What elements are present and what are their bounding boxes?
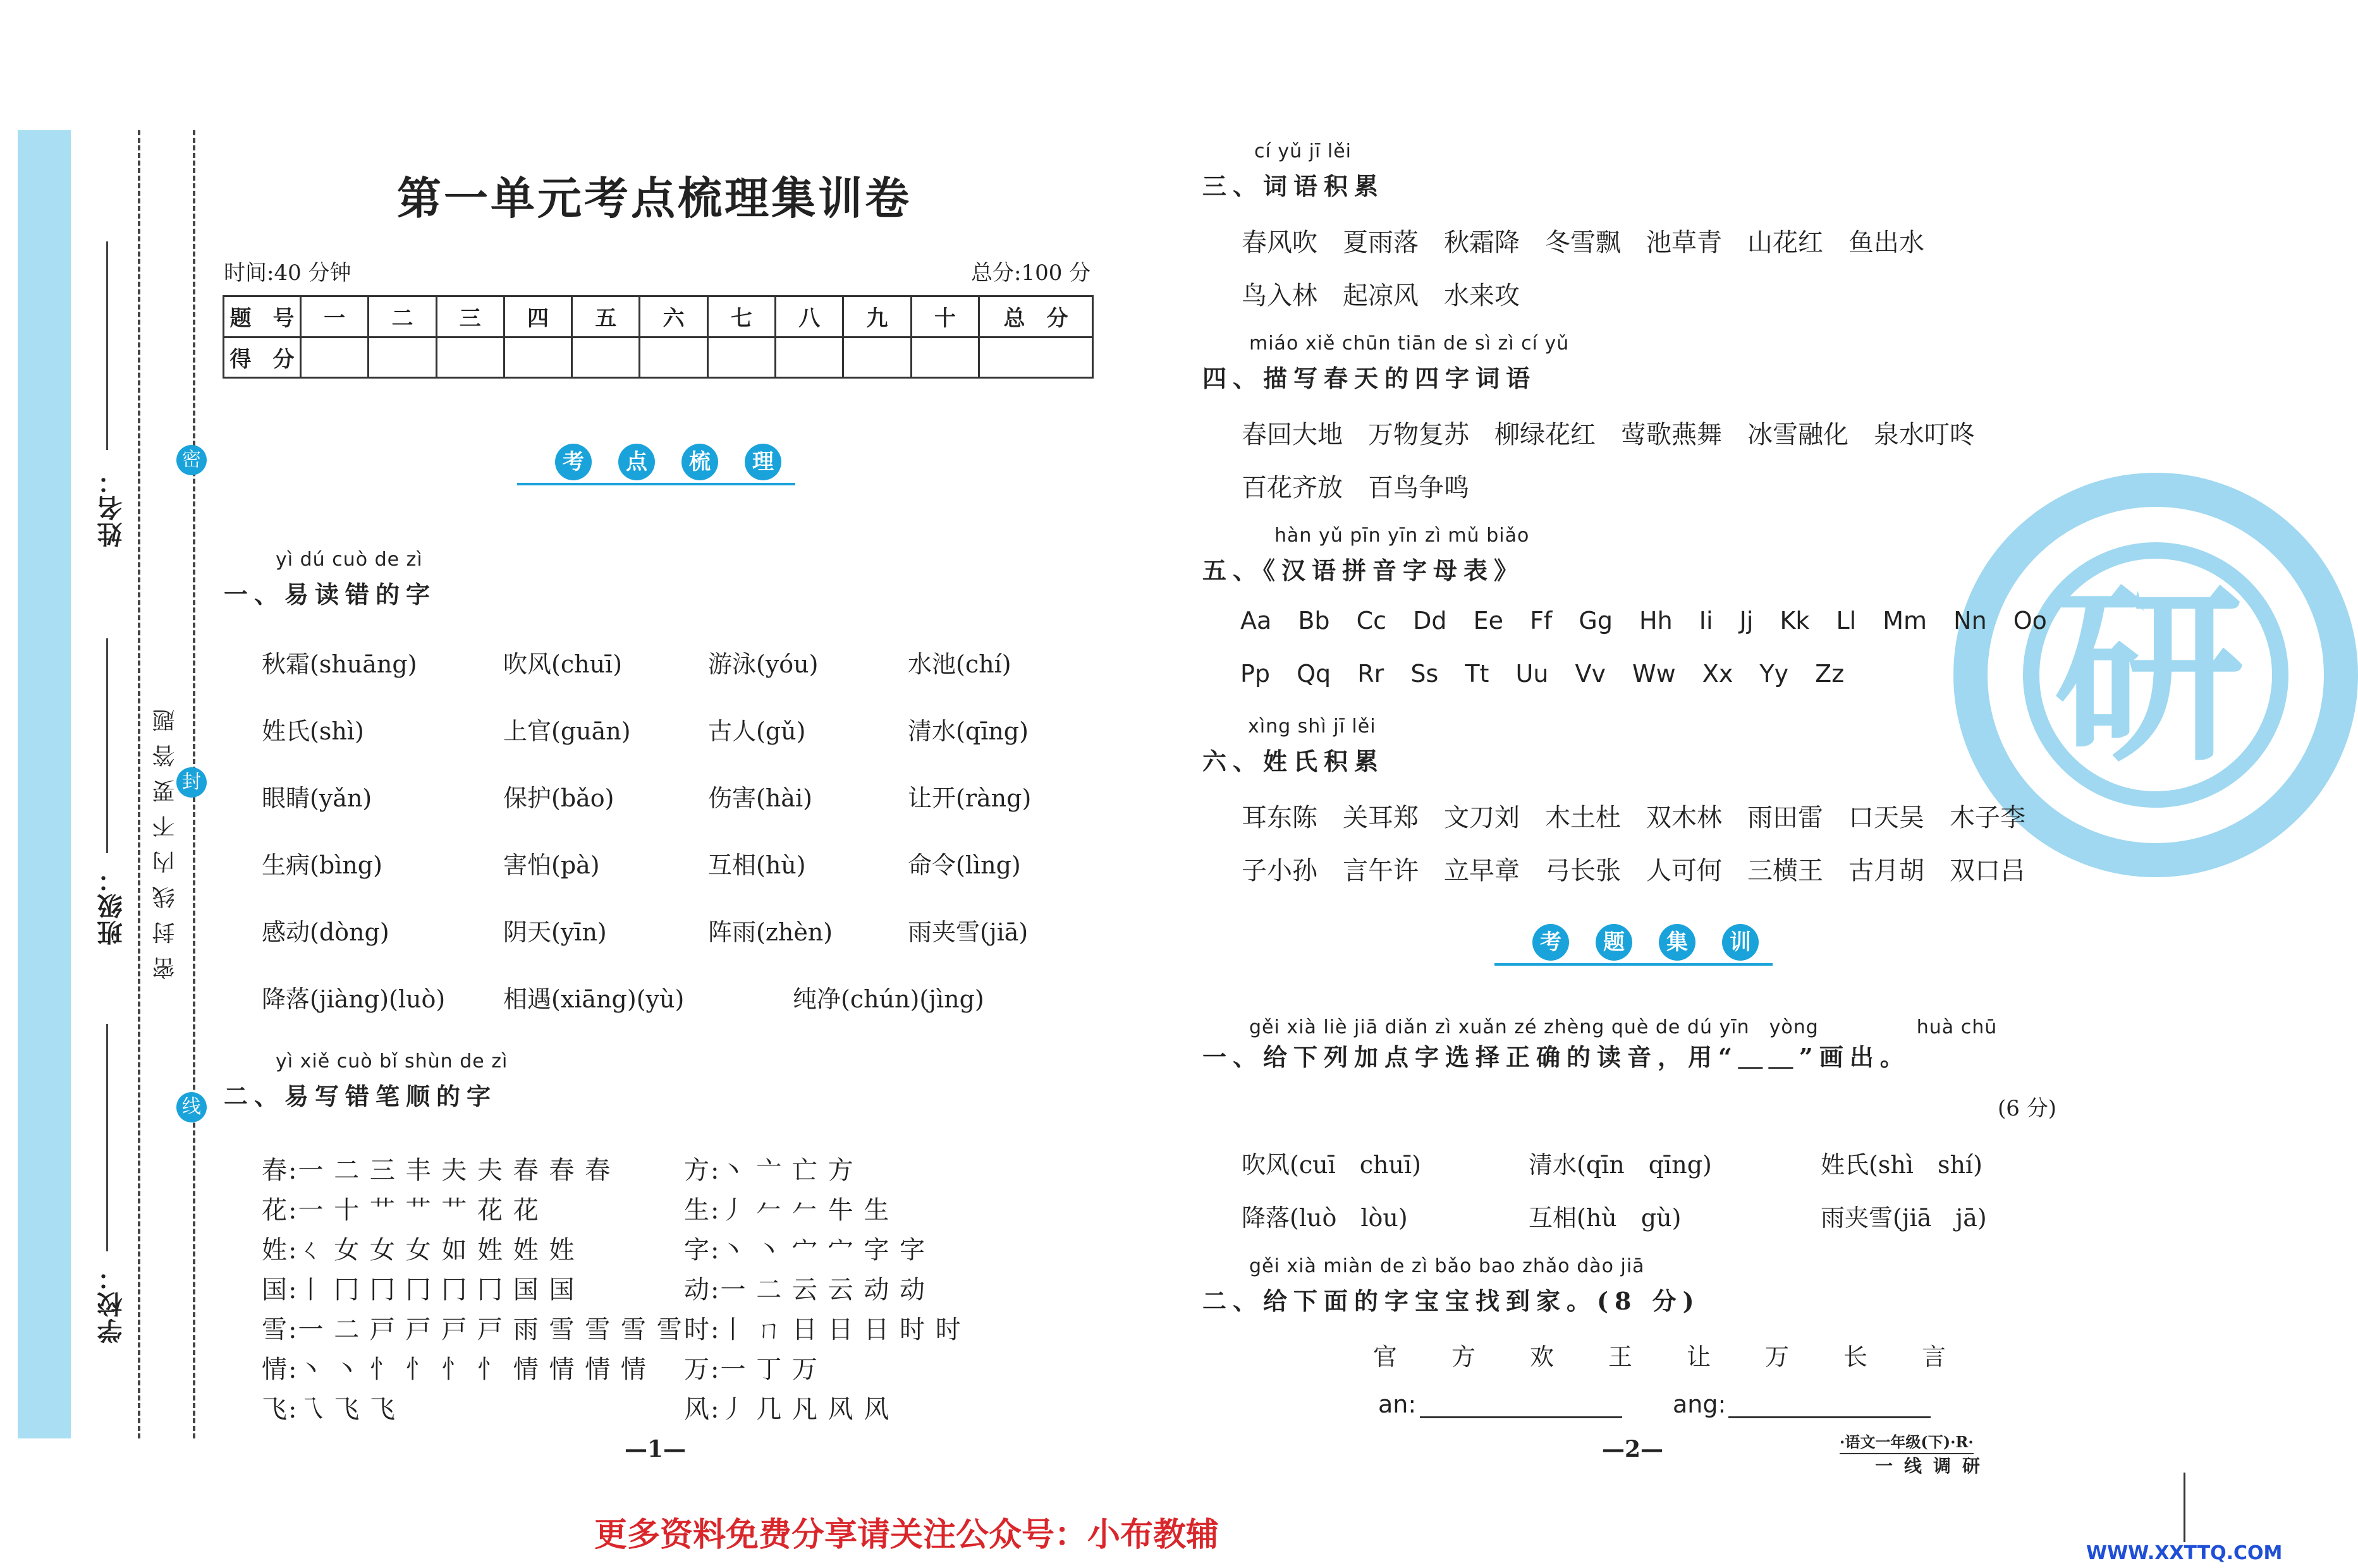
word-item: 吹风(chuī)	[503, 650, 623, 678]
q2-pinyin: gěi xià miàn de zì bǎo bao zhǎo dào jiā	[1249, 1255, 1645, 1277]
stroke-order-item: 雪:一 二 戸 戸 戸 戸 雨 雪 雪 雪 雪	[262, 1315, 683, 1344]
q1-pinyin: gěi xià liè jiā diǎn zì xuǎn zé zhèng què de dú yīn yòng huà chū	[1249, 1016, 1998, 1038]
score-col: 十	[911, 296, 979, 337]
stroke-order-item: 国:丨 冂 冂 冂 冂 冂 国 国	[262, 1275, 576, 1304]
choice-item[interactable]: 姓氏(shì shí)	[1821, 1151, 1982, 1179]
stroke-order-item: 万:一 丁 万	[684, 1355, 819, 1384]
score-col: 八	[776, 296, 843, 337]
score-cell[interactable]	[911, 337, 979, 378]
stroke-order-item: 飞:乁 飞 飞	[262, 1395, 396, 1424]
score-cell[interactable]	[843, 337, 911, 378]
char-card[interactable]: 万	[1765, 1343, 1790, 1371]
book-label: ·语文一年级(下)·R·	[1840, 1430, 1974, 1454]
class-label: 班级：	[97, 866, 126, 945]
word-item: 游泳(yóu)	[708, 650, 819, 678]
section2-title: 二、易写错笔顺的字	[224, 1082, 498, 1110]
banner-char: 梳	[681, 444, 718, 480]
name-label: 姓名：	[97, 468, 126, 547]
char-card[interactable]: 欢	[1530, 1343, 1555, 1371]
stroke-order-item: 春:一 二 三 丰 夫 夫 春 春 春	[262, 1156, 612, 1185]
section4-title: 四、描写春天的四字词语	[1202, 364, 1537, 392]
stroke-order-item: 生:丿 𠂉 𠂉 牛 生	[684, 1196, 891, 1225]
score-col: 七	[707, 296, 775, 337]
banner-char: 点	[618, 444, 655, 480]
footer-promo: 更多资料免费分享请关注公众号：小布教辅	[594, 1516, 1219, 1554]
score-cell[interactable]	[436, 337, 504, 378]
edge-rule	[2184, 1473, 2185, 1542]
score-cell[interactable]	[504, 337, 571, 378]
site-url[interactable]: WWW.XXTTQ.COM	[2086, 1542, 2283, 1564]
score-col: 九	[843, 296, 911, 337]
word-item: 感动(dòng)	[262, 918, 389, 946]
stroke-order-item: 花:一 十 艹 艹 艹 花 花	[262, 1196, 540, 1225]
alphabet-line: Aa Bb Cc Dd Ee Ff Gg Hh Ii Jj Kk Ll Mm Nn Oo	[1240, 607, 2047, 635]
stroke-order-item: 情:丶 丶 忄 忄 忄 忄 情 情 情 情	[262, 1355, 647, 1384]
score-cell[interactable]	[369, 337, 436, 378]
banner-char: 集	[1659, 924, 1695, 961]
stroke-order-item: 风:丿 几 凡 风 风	[684, 1395, 891, 1424]
score-col: 二	[369, 296, 436, 337]
word-line: 鸟入林 起凉风 水来攻	[1242, 281, 1520, 310]
score-cell[interactable]	[776, 337, 843, 378]
word-item: 生病(bìng)	[262, 851, 382, 879]
seal-mark-xian: 线	[176, 1092, 207, 1122]
score-table	[223, 295, 1094, 379]
school-label: 学校：	[97, 1264, 126, 1344]
choice-item[interactable]: 吹风(cuī chuī)	[1242, 1151, 1421, 1179]
word-item: 降落(jiàng)(luò)	[262, 985, 446, 1013]
brand-label: 一线调研	[1875, 1456, 1992, 1476]
score-col: 四	[504, 296, 571, 337]
section4-pinyin: miáo xiě chūn tiān de sì zì cí yǔ	[1249, 332, 1570, 355]
exam-time: 时间:40 分钟	[224, 260, 351, 286]
word-item: 古人(gǔ)	[708, 717, 806, 745]
stroke-order-item: 方:丶 亠 亡 方	[684, 1156, 855, 1185]
word-line: 春回大地 万物复苏 柳绿花红 莺歌燕舞 冰雪融化 泉水叮咚	[1242, 420, 1975, 449]
word-item: 害怕(pà)	[503, 851, 600, 879]
stroke-order-item: 动:一 二 云 云 动 动	[684, 1275, 927, 1304]
binding-color-band	[18, 130, 71, 1438]
exam-total: 总分:100 分	[971, 260, 1091, 286]
page-title: 第一单元考点梳理集训卷	[397, 172, 912, 224]
word-item: 阵雨(zhèn)	[708, 918, 833, 946]
score-table-label: 得 分	[224, 337, 301, 378]
char-card[interactable]: 让	[1687, 1343, 1711, 1371]
section5-title: 五、《汉语拼音字母表》	[1202, 556, 1525, 585]
section6-pinyin: xìng shì jī lěi	[1248, 715, 1376, 738]
stroke-order-item: 时:丨 ㄇ 日 日 日 时 时	[684, 1315, 962, 1344]
watermark-char: 研	[2055, 564, 2244, 787]
word-item: 互相(hù)	[708, 851, 806, 879]
an-answer-line[interactable]	[1420, 1394, 1622, 1418]
section3-title: 三、词语积累	[1202, 172, 1385, 200]
char-card[interactable]: 王	[1608, 1343, 1633, 1371]
word-item: 雨夹雪(jiā)	[908, 918, 1029, 946]
seal-mark-feng: 封	[176, 767, 207, 798]
score-table-score-row	[224, 337, 1093, 378]
binding-dashed-line-outer	[138, 130, 140, 1438]
word-item: 纯净(chún)(jìng)	[793, 985, 984, 1013]
word-item: 水池(chí)	[908, 650, 1011, 678]
word-item: 眼睛(yǎn)	[262, 784, 372, 812]
section5-pinyin: hàn yǔ pīn yīn zì mǔ biǎo	[1274, 525, 1530, 547]
banner-kaoti	[1494, 924, 1773, 968]
q1-title: 一、给下列加点字选择正确的读音，用“＿＿”画出。	[1202, 1043, 1910, 1071]
alphabet-line: Pp Qq Rr Ss Tt Uu Vv Ww Xx Yy Zz	[1240, 660, 1845, 688]
name-field[interactable]	[106, 241, 108, 450]
section3-pinyin: cí yǔ jī lěi	[1254, 140, 1352, 162]
score-cell[interactable]	[707, 337, 775, 378]
banner-char: 考	[555, 444, 592, 480]
ang-label: ang:	[1673, 1390, 1726, 1418]
word-item: 伤害(hài)	[708, 784, 812, 812]
page-number-right: —2—	[1602, 1436, 1664, 1462]
banner-arrow-line	[1494, 963, 1773, 966]
score-col-total: 总 分	[979, 296, 1093, 337]
choice-item[interactable]: 雨夹雪(jiā jā)	[1821, 1204, 1987, 1232]
seal-mark-mi: 密	[176, 445, 207, 475]
class-field[interactable]	[106, 638, 108, 853]
word-item: 让开(ràng)	[908, 784, 1032, 812]
char-card[interactable]: 官	[1373, 1343, 1398, 1371]
section1-pinyin: yì dú cuò de zì	[276, 549, 423, 571]
stroke-order-item: 字:丶 丶 宀 宀 字 字	[684, 1236, 927, 1265]
stroke-order-item: 姓:ㄑ 女 女 女 如 姓 姓 姓	[262, 1236, 576, 1265]
score-cell[interactable]	[640, 337, 707, 378]
char-card[interactable]: 方	[1451, 1343, 1476, 1371]
word-line: 百花齐放 百鸟争鸣	[1242, 473, 1469, 502]
word-item: 保护(bǎo)	[503, 784, 614, 812]
word-item: 阴天(yīn)	[503, 918, 607, 946]
choice-item[interactable]: 降落(luò lòu)	[1242, 1204, 1408, 1232]
word-item: 相遇(xiāng)(yù)	[503, 985, 685, 1013]
banner-char: 训	[1722, 924, 1759, 961]
score-cell[interactable]	[301, 337, 369, 378]
school-field[interactable]	[106, 1024, 108, 1251]
banner-char: 题	[1596, 924, 1632, 961]
choice-item[interactable]: 清水(qīn qīng)	[1529, 1151, 1712, 1179]
word-item: 秋霜(shuāng)	[262, 650, 417, 678]
banner-kaodian	[517, 444, 795, 488]
binding-notice: 密封线内不要答题	[152, 696, 178, 980]
word-item: 命令(lìng)	[908, 851, 1021, 879]
score-col: 六	[640, 296, 707, 337]
an-label: an:	[1378, 1390, 1417, 1418]
section1-title: 一、易读错的字	[224, 580, 437, 609]
section2-pinyin: yì xiě cuò bǐ shùn de zì	[276, 1050, 508, 1073]
word-line: 子小孙 言午许 立早章 弓长张 人可何 三横王 古月胡 双口吕	[1242, 856, 2025, 885]
char-card[interactable]: 言	[1922, 1343, 1946, 1371]
word-item: 上官(guān)	[503, 717, 631, 745]
score-cell[interactable]	[572, 337, 640, 378]
score-col: 三	[436, 296, 504, 337]
q2-title: 二、给下面的字宝宝找到家。(8 分)	[1202, 1287, 1701, 1315]
banner-arrow-line	[517, 483, 795, 485]
word-line: 耳东陈 关耳郑 文刀刘 木土杜 双木林 雨田雷 口天吴 木子李	[1242, 803, 2025, 832]
char-card[interactable]: 长	[1843, 1343, 1868, 1371]
score-table-label: 题 号	[224, 296, 301, 337]
score-cell[interactable]	[979, 337, 1093, 378]
choice-item[interactable]: 互相(hù gù)	[1529, 1204, 1682, 1232]
score-col: 一	[301, 296, 369, 337]
score-col: 五	[572, 296, 640, 337]
section6-title: 六、姓氏积累	[1202, 747, 1385, 775]
ang-answer-line[interactable]	[1728, 1394, 1931, 1418]
page-number-left: —1—	[625, 1436, 687, 1462]
word-line: 春风吹 夏雨落 秋霜降 冬雪飘 池草青 山花红 鱼出水	[1242, 228, 1924, 257]
word-item: 清水(qīng)	[908, 717, 1029, 745]
banner-char: 考	[1532, 924, 1569, 961]
word-item: 姓氏(shì)	[262, 717, 364, 745]
q1-score: (6 分)	[1998, 1096, 2056, 1121]
score-table-header-row	[224, 296, 1093, 337]
banner-char: 理	[745, 444, 781, 480]
